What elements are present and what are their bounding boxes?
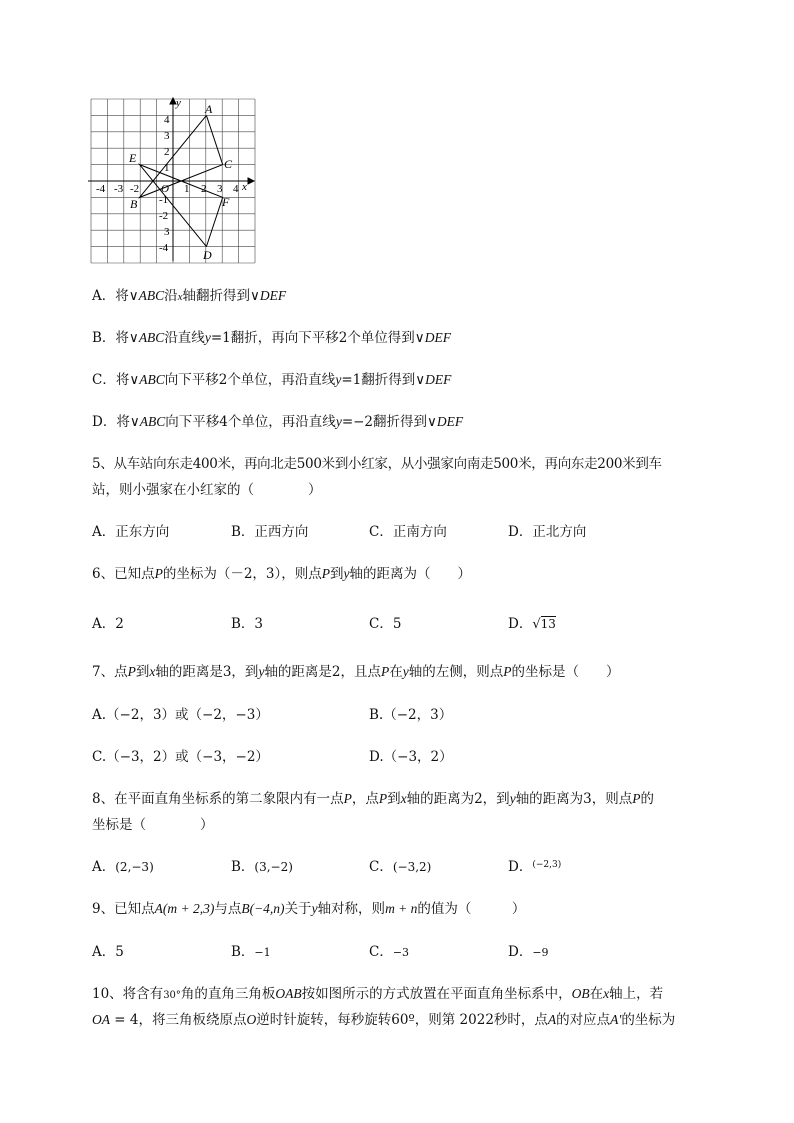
stem-text: 逆时针旋转，每秒旋转 [256, 1012, 392, 1028]
triangle-def [140, 165, 223, 247]
math-text: O [246, 1012, 257, 1027]
option-text: 2 [338, 330, 348, 346]
math-text: (3,−2) [254, 860, 293, 874]
stem-text: 的坐标为 [621, 1012, 676, 1028]
math-text: DEF [424, 330, 451, 345]
stem-text: 角的直角三角板 [180, 986, 276, 1002]
x-axis [88, 178, 254, 184]
math-text: A(m + 2,3) [154, 901, 215, 916]
math-text: P [343, 791, 352, 806]
stem-text: 关于 [284, 901, 312, 917]
math-text: y [335, 372, 342, 387]
q4-option-b [92, 326, 451, 346]
y-tick-label: 1 [164, 162, 170, 174]
math-text: ABC [139, 414, 166, 429]
stem-text: 8、在平面直角坐标系的第二象限内有一点 [92, 791, 344, 807]
stem-text: 轴对称，则 [317, 901, 386, 917]
q7-option-b: B.（−2，3） [369, 707, 453, 723]
stem-text: 的坐标为（－2，3），则点 [162, 566, 322, 582]
option-text: =−2翻折得到∨ [341, 414, 437, 430]
q7-option-c: C.（−3，2）或（−3，−2） [92, 749, 269, 765]
option-text: B．将∨ [92, 330, 139, 346]
q5-option-c: C．正南方向 [369, 524, 447, 540]
sqrt-sign: √ [532, 617, 541, 632]
math-text: y [343, 566, 350, 581]
math-text: = 4 [110, 1012, 139, 1028]
q9-stem [92, 897, 525, 917]
q5-option-b: B．正西方向 [231, 524, 309, 540]
q4-option-a [92, 284, 286, 304]
vertex-d-label: D [203, 248, 212, 262]
math-text: −3 [392, 946, 410, 959]
math-text: (2,−3) [115, 860, 154, 874]
y-tick-label: 3 [164, 226, 170, 238]
math-text: x [149, 664, 156, 679]
q8-line-1 [92, 787, 654, 807]
vertex-e-label: E [129, 151, 137, 165]
option-text: A．将∨ [92, 288, 139, 304]
q9-option-c [369, 940, 409, 960]
option-text: D．将∨ [92, 414, 140, 430]
option-text: =1翻折，再向下平移 [210, 330, 339, 346]
option-text: 个单位得到∨ [347, 330, 425, 346]
math-text: OB [571, 986, 590, 1001]
stem-text: 轴的左侧，则点 [408, 664, 504, 680]
origin-label: O [161, 183, 169, 195]
y-tick-label: -1 [159, 194, 169, 206]
q5-line-1: 5、从车站向东走400米，再向北走500米到小红家，从小强家向南走500米，再向东走200米到车 [92, 456, 662, 472]
q5-option-d: D．正北方向 [508, 524, 587, 540]
math-text: ABC [138, 330, 165, 345]
q6-option-d [508, 612, 556, 632]
stem-text: 10、将含有 [92, 986, 164, 1002]
y-axis [170, 98, 176, 261]
q9-option-b [231, 940, 271, 960]
vertex-b-label: B [130, 197, 138, 211]
q4-option-c [92, 368, 451, 388]
triangle-abc [140, 115, 223, 197]
math-text: P [154, 566, 163, 581]
option-text: C． [369, 944, 393, 960]
option-text: 沿 [164, 288, 178, 304]
math-text: −1 [254, 946, 271, 959]
q6-option-a: A．2 [92, 616, 124, 632]
q10-line-1 [92, 982, 663, 1002]
option-text: =1翻折得到∨ [341, 372, 426, 388]
stem-text: 到 [387, 791, 401, 807]
stem-text: 在 [389, 664, 403, 680]
option-text: D． [508, 859, 533, 875]
x-tick-label: 2 [201, 183, 207, 195]
option-text: B． [231, 859, 255, 875]
math-text: DEF [259, 288, 287, 303]
math-text: x [400, 791, 407, 806]
option-text: 沿直线 [164, 330, 205, 346]
q8-option-a [92, 855, 154, 875]
stem-text: 与点 [214, 901, 242, 917]
q7-option-a: A.（−2，3）或（−2，−3） [92, 707, 269, 723]
sqrt-radicand: 13 [540, 617, 556, 631]
stem-text: 到 [330, 566, 344, 582]
math-text: A' [610, 1012, 622, 1027]
stem-text: 7、点 [92, 664, 128, 680]
math-text: DEF [436, 414, 464, 429]
q8-line-2: 坐标是（ ） [92, 817, 214, 833]
option-text: C． [369, 859, 393, 875]
vertex-c-label: C [224, 157, 233, 171]
vertex-f-label: F [222, 195, 230, 209]
y-tick-label: -2 [159, 210, 169, 222]
stem-text: 轴的距离是2，且点 [264, 664, 382, 680]
x-axis-label: x [242, 181, 247, 193]
math-text: DEF [425, 372, 452, 387]
x-tick-label: -3 [114, 183, 124, 195]
math-text: 30° [163, 990, 181, 1001]
y-tick-label: -4 [159, 242, 169, 254]
q9-option-d [508, 940, 549, 960]
math-text: y [204, 330, 211, 345]
stem-text: 的坐标是（ ） [511, 664, 620, 680]
option-text: 4 [219, 414, 228, 430]
math-text: y [335, 414, 342, 429]
math-text: A [547, 1012, 557, 1027]
stem-text: 轴的距离为3，则点 [515, 791, 633, 807]
math-text: OA [92, 1012, 110, 1027]
q7-option-d: D.（−3，2） [369, 749, 453, 765]
q6-option-c: C．5 [369, 616, 402, 632]
y-tick-label: 3 [164, 130, 170, 142]
stem-text: 6、已知点 [92, 566, 155, 582]
stem-text: 9、已知点 [92, 901, 155, 917]
stem-text: 轴的距离是3，到 [155, 664, 259, 680]
stem-text: 在 [589, 986, 604, 1002]
q7-stem [92, 660, 620, 680]
coordinate-figure [88, 96, 258, 266]
math-text: (−3,2) [392, 860, 432, 874]
stem-text: 按如图所示的方式放置在平面直角坐标系中， [301, 986, 572, 1002]
math-text: P [127, 664, 136, 679]
q5-option-a: A．正东方向 [92, 524, 170, 540]
q5-line-2: 站，则小强家在小红家的（ ） [92, 482, 322, 498]
stem-text: ，则第 2022秒时，点 [414, 1012, 548, 1028]
x-tick-label: -4 [96, 183, 106, 195]
option-text: 2 [218, 372, 228, 388]
option-text: 向下平移 [165, 414, 220, 430]
stem-text: 的 [640, 791, 655, 807]
q6-option-b: B．3 [231, 616, 264, 632]
math-text: x [603, 986, 610, 1001]
math-text: −9 [532, 946, 549, 959]
x-tick-label: 3 [217, 183, 223, 195]
stem-text: 的值为（ ） [417, 901, 526, 917]
math-text: P [503, 664, 512, 679]
q8-option-d [508, 855, 561, 875]
math-text: ABC [139, 372, 165, 387]
math-text: B(−4,n) [241, 901, 285, 916]
stem-text: 轴上，若 [609, 986, 664, 1002]
q8-option-b [231, 855, 293, 875]
math-text: 60º [391, 1012, 415, 1028]
math-text: P [321, 566, 331, 581]
stem-text: 轴的距离为（ ） [349, 566, 472, 582]
y-tick-label: 4 [164, 114, 170, 126]
math-text: P [378, 791, 388, 806]
option-text: C．将∨ [92, 372, 140, 388]
math-text: m + n [385, 901, 418, 916]
q6-stem [92, 562, 471, 582]
math-text: y [258, 664, 265, 679]
vertex-a-label: A [205, 102, 213, 116]
option-text: 向下平移 [164, 372, 219, 388]
x-tick-label: 1 [184, 183, 190, 195]
x-tick-label: -2 [130, 183, 140, 195]
option-text: B． [231, 944, 255, 960]
q8-option-c [369, 855, 431, 875]
option-text: A． [92, 859, 116, 875]
stem-text: 轴的距离为2，到 [406, 791, 510, 807]
option-text: D． [508, 616, 533, 632]
stem-text: 的对应点 [556, 1012, 611, 1028]
y-axis-label: y [176, 97, 181, 109]
option-text: 个单位，再沿直线 [227, 372, 336, 388]
math-text: OAB [275, 986, 302, 1001]
math-text: ABC [138, 288, 165, 303]
math-text: y [509, 791, 516, 806]
q4-option-d [92, 410, 463, 430]
math-text: (−2,3) [532, 860, 562, 870]
math-text: y [311, 901, 318, 916]
x-tick-label: 4 [233, 183, 239, 195]
option-text: D． [508, 944, 533, 960]
math-text: P [632, 791, 641, 806]
math-text: y [402, 664, 409, 679]
stem-text: 到 [135, 664, 150, 680]
math-text: P [381, 664, 390, 679]
option-text: 个单位，再沿直线 [227, 414, 336, 430]
stem-text: ，点 [351, 791, 379, 807]
q9-option-a: A．5 [92, 944, 124, 960]
q10-line-2 [92, 1008, 675, 1028]
math-text: x [177, 291, 183, 303]
option-text: 轴翻折得到∨ [182, 288, 260, 304]
y-tick-label: 2 [164, 146, 170, 158]
stem-text: ，将三角板绕原点 [138, 1012, 247, 1028]
